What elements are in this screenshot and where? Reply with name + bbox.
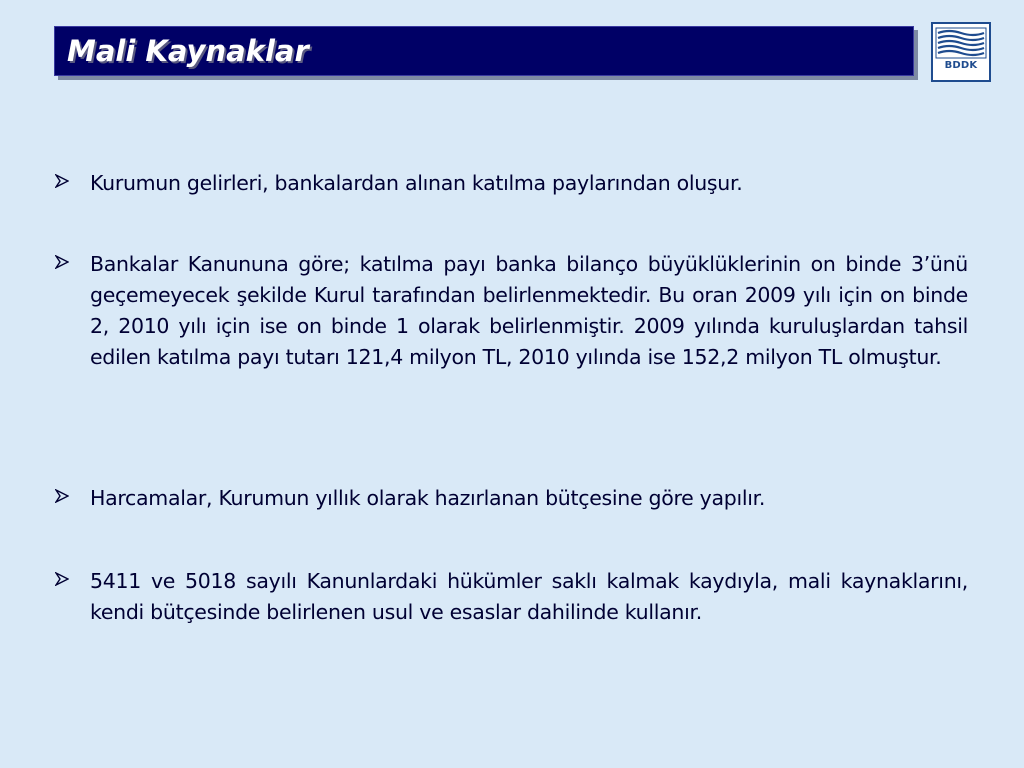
logo-text: BDDK [944,60,978,71]
bddk-logo [931,22,991,82]
bullet-text: Bankalar Kanununa göre; katılma payı banka bilanço büyüklüklerinin on binde 3’ünü geçemeyecek şekilde Kurul tarafından belirlenmektedir. Bu oran 2009 yılı için on binde 2, 2010 yılı için ise on binde 1 olarak belirlenmiştir. 2009 yılında kuruluşlardan tahsil edilen katılma payı tutarı 121,4 milyon TL, 2010 yılında ise 152,2 milyon TL olmuştur. [90,252,968,369]
bullet-text: Harcamalar, Kurumun yıllık olarak hazırlanan bütçesine göre yapılır. [90,486,766,510]
bullet-text: Kurumun gelirleri, bankalardan alınan katılma paylarından oluşur. [90,171,743,195]
title-bar [54,26,914,76]
arrowhead-bullet-icon [55,489,69,503]
slide-title: Mali Kaynaklar [67,34,309,68]
bullet-text: 5411 ve 5018 sayılı Kanunlardaki hükümler saklı kalmak kaydıyla, mali kaynaklarını, kendi bütçesinde belirlenen usul ve esaslar dahilinde kullanır. [90,569,968,624]
bddk-logo-icon [935,27,987,59]
arrowhead-bullet-icon [55,255,69,269]
arrowhead-bullet-icon [55,174,69,188]
arrowhead-bullet-icon [55,572,69,586]
